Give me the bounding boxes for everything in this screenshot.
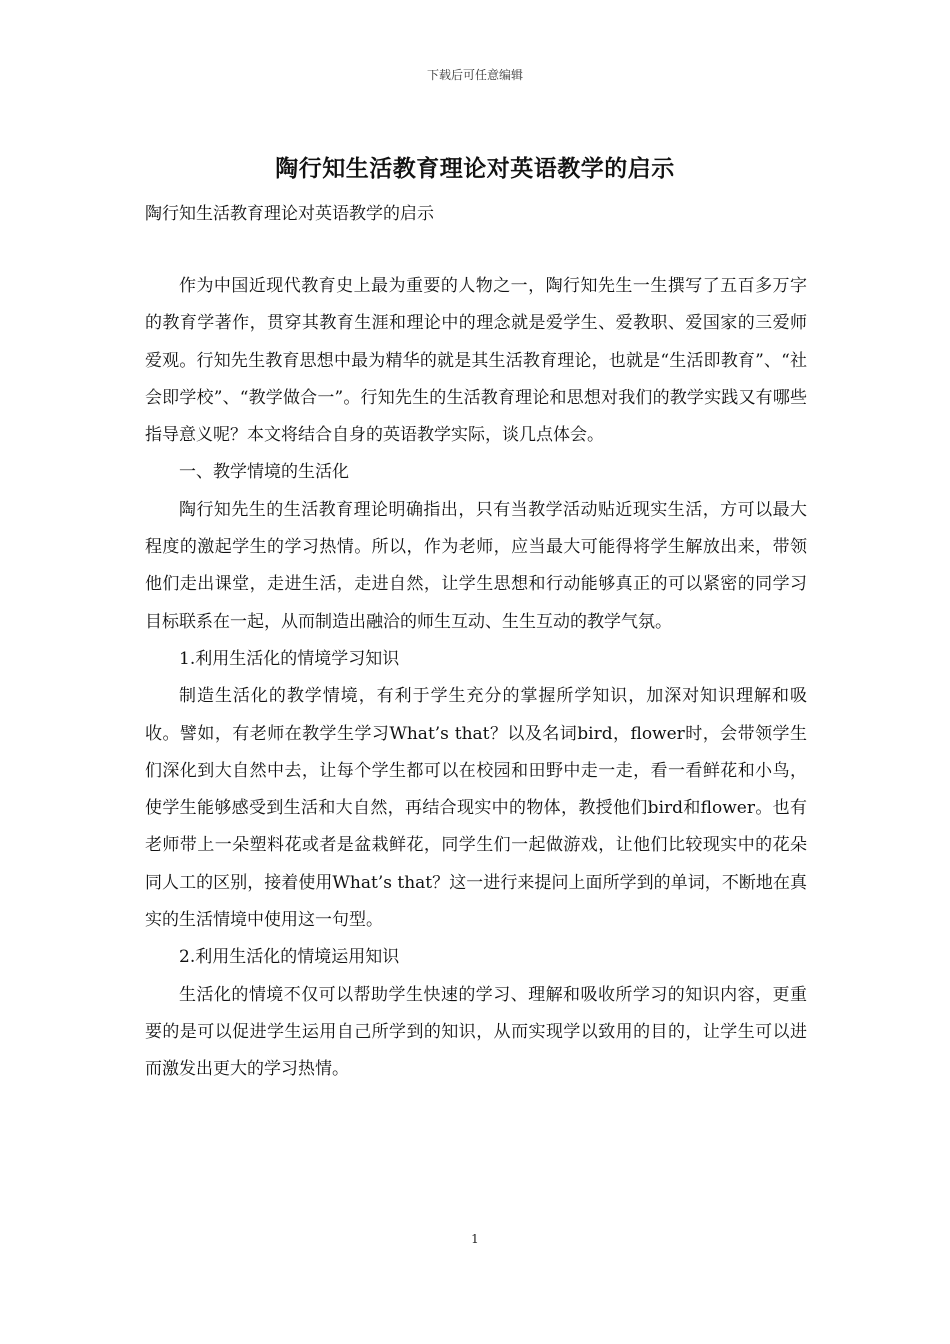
document-subtitle: 陶行知生活教育理论对英语教学的启示 bbox=[145, 204, 434, 224]
paragraph-intro: 作为中国近现代教育史上最为重要的人物之一，陶行知先生一生撰写了五百多万字的教育学著作，贯穿其教育生涯和理论中的理念就是爱学生、爱教职、爱国家的三爱师爱观。行知先生教育思想中最为精华的就是其生活教育理论，也就是“生活即教育”、“社会即学校”、“教学做合一”。行知先生的生活教育理论和思想对我们的教学实践又有哪些指导意义呢？本文将结合自身的英语教学实际，谈几点体会。 bbox=[145, 276, 807, 446]
paragraph-section-1: 陶行知先生的生活教育理论明确指出，只有当教学活动贴近现实生活，方可以最大程度的激起学生的学习热情。所以，作为老师，应当最大可能得将学生解放出来，带领他们走出课堂，走进生活，走进自然，让学生思想和行动能够真正的可以紧密的同学习目标联系在一起，从而制造出融洽的师生互动、生生互动的教学气氛。 bbox=[145, 499, 807, 632]
header-note: 下载后可任意编辑 bbox=[426, 68, 523, 82]
page-number: 1 bbox=[471, 1232, 479, 1246]
document-body bbox=[145, 268, 807, 1089]
subsection-heading-1: 1.利用生活化的情境学习知识 bbox=[179, 648, 400, 669]
section-heading-1: 一、教学情境的生活化 bbox=[179, 462, 349, 483]
paragraph-subsection-2: 生活化的情境不仅可以帮助学生快速的学习、理解和吸收所学习的知识内容，更重要的是可以促进学生运用自己所学到的知识，从而实现学以致用的目的，让学生可以进而激发出更大的学习热情。 bbox=[145, 984, 807, 1080]
paragraph-subsection-1: 制造生活化的教学情境，有利于学生充分的掌握所学知识，加深对知识理解和吸收。譬如，有老师在教学生学习What’s that？以及名词bird，flower时，会带领学生们深化到大自然中去，让每个学生都可以在校园和田野中走一走，看一看鲜花和小鸟，使学生能够感受到生活和大自然，再结合现实中的物体，教授他们bird和flower。也有老师带上一朵塑料花或者是盆栽鲜花，同学生们一起做游戏，让他们比较现实中的花朵同人工的区别，接着使用What’s that？这一进行来提问上面所学到的单词，不断地在真实的生活情境中使用这一句型。 bbox=[145, 686, 807, 931]
document-title: 陶行知生活教育理论对英语教学的启示 bbox=[275, 155, 675, 182]
subsection-heading-2: 2.利用生活化的情境运用知识 bbox=[179, 947, 400, 968]
